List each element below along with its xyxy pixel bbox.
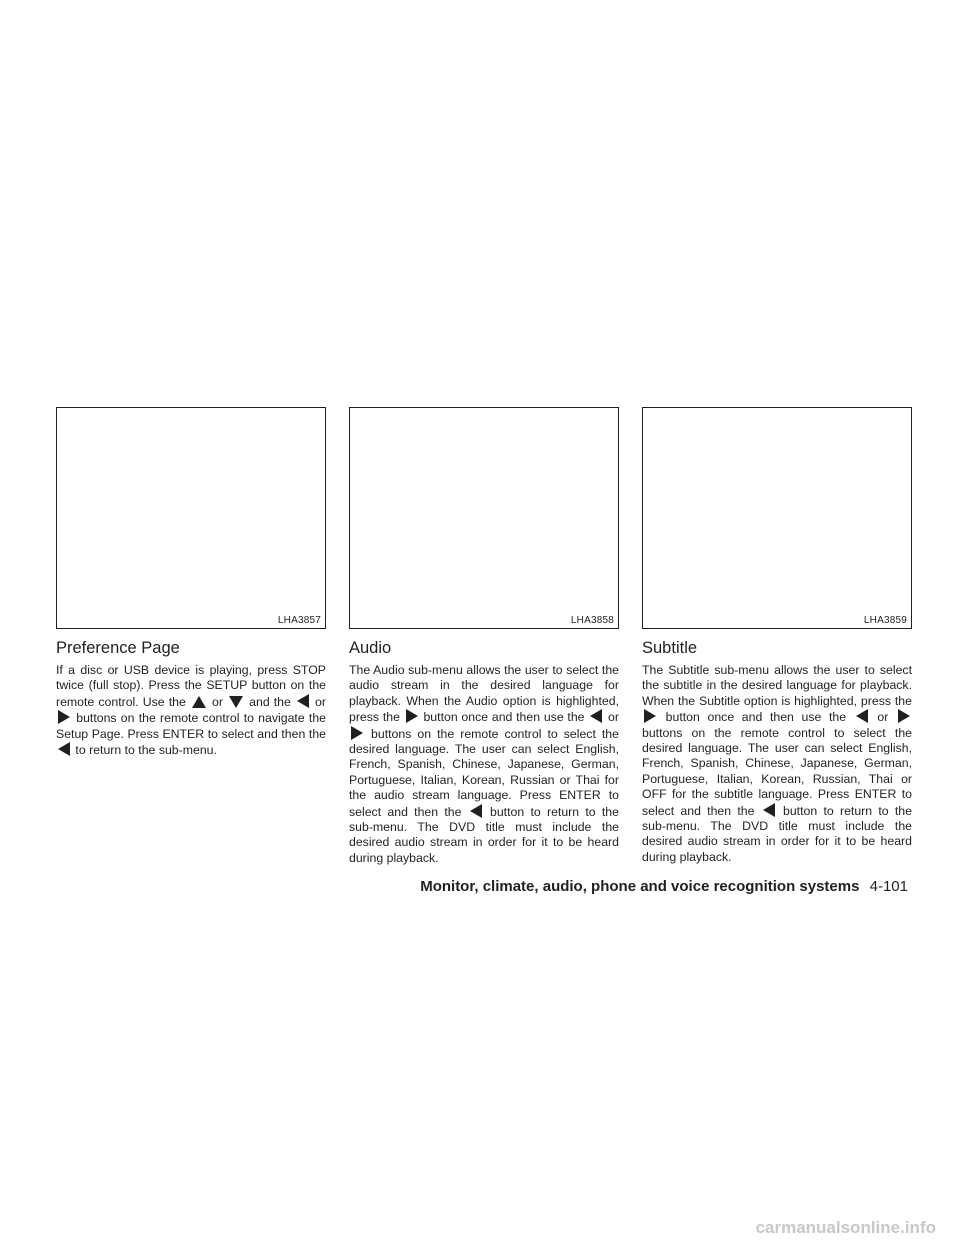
- triangle-left-icon: [58, 742, 70, 756]
- text-run: buttons on the remote control to navigate the Setup Page. Press ENTER to select and then the: [56, 711, 326, 741]
- body-paragraph: [349, 663, 619, 866]
- preference-page-column: [56, 407, 326, 758]
- text-run: or: [608, 710, 619, 725]
- page-footer: [420, 878, 908, 895]
- triangle-left-icon: [590, 709, 602, 723]
- body-paragraph: [642, 663, 912, 865]
- figure-label: LHA3859: [863, 615, 907, 626]
- text-run: If a disc or USB device is playing, press STOP twice (full stop). Press the SETUP button on the remote control. Use the: [56, 663, 326, 709]
- text-run: button once and then use the: [665, 710, 847, 725]
- audio-column: [349, 407, 619, 866]
- triangle-left-icon: [470, 804, 482, 818]
- triangle-right-icon: [58, 710, 70, 724]
- section-heading: Subtitle: [642, 639, 698, 657]
- triangle-right-icon: [351, 726, 363, 740]
- triangle-left-icon: [856, 709, 868, 723]
- subtitle-figure: [642, 407, 912, 629]
- text-run: buttons on the remote control to select the desired language. The user can select English, French, Spanish, Chinese, Japanese, German, Portuguese, Italian, Korean, Russian, Thai or OFF for the subtitle language. Press ENTER to select and then the: [642, 725, 912, 818]
- text-run: to return to the sub-menu.: [75, 743, 217, 758]
- text-run: The Subtitle sub-menu allows the user to select the subtitle in the desired language for playback. When the Subtitle option is highlighted, press the: [642, 663, 912, 708]
- section-heading: Preference Page: [56, 639, 180, 657]
- triangle-down-icon: [229, 696, 243, 708]
- figure-label: LHA3858: [570, 615, 614, 626]
- section-heading: Audio: [349, 639, 392, 657]
- triangle-right-icon: [644, 709, 656, 723]
- triangle-left-icon: [763, 803, 775, 817]
- text-run: or: [315, 694, 326, 709]
- triangle-right-icon: [406, 709, 418, 723]
- text-run: and the: [249, 694, 291, 709]
- text-run: or: [212, 694, 223, 709]
- text-run: button to return to the sub-menu. The DVD title must include the desired audio stream in order for it to be heard during playback.: [642, 803, 912, 864]
- triangle-up-icon: [192, 696, 206, 708]
- subtitle-column: [642, 407, 912, 865]
- text-run: or: [877, 710, 889, 725]
- triangle-left-icon: [297, 694, 309, 708]
- text-run: button once and then use the: [423, 710, 585, 725]
- watermark: carmanualsonline.info: [755, 1218, 936, 1237]
- preference-page-figure: [56, 407, 326, 629]
- text-run: The Audio sub-menu allows the user to select the audio stream in the desired language for playback. When the Audio option is highlighted, press the: [349, 663, 619, 725]
- audio-figure: [349, 407, 619, 629]
- text-run: buttons on the remote control to select the desired language. The user can select English, French, Spanish, Chinese, Japanese, German, Portuguese, Italian, Korean, Russian or Thai for the audio stream language. Press ENTER to select and then the: [349, 726, 619, 819]
- footer-section-title: Monitor, climate, audio, phone and voice recognition systems: [420, 878, 860, 895]
- body-paragraph: [56, 663, 326, 758]
- triangle-right-icon: [898, 709, 910, 723]
- page-number: 4-101: [869, 878, 908, 895]
- figure-label: LHA3857: [277, 615, 321, 626]
- text-run: button to return to the sub-menu. The DVD title must include the desired audio stream in order for it to be heard during playback.: [349, 804, 619, 865]
